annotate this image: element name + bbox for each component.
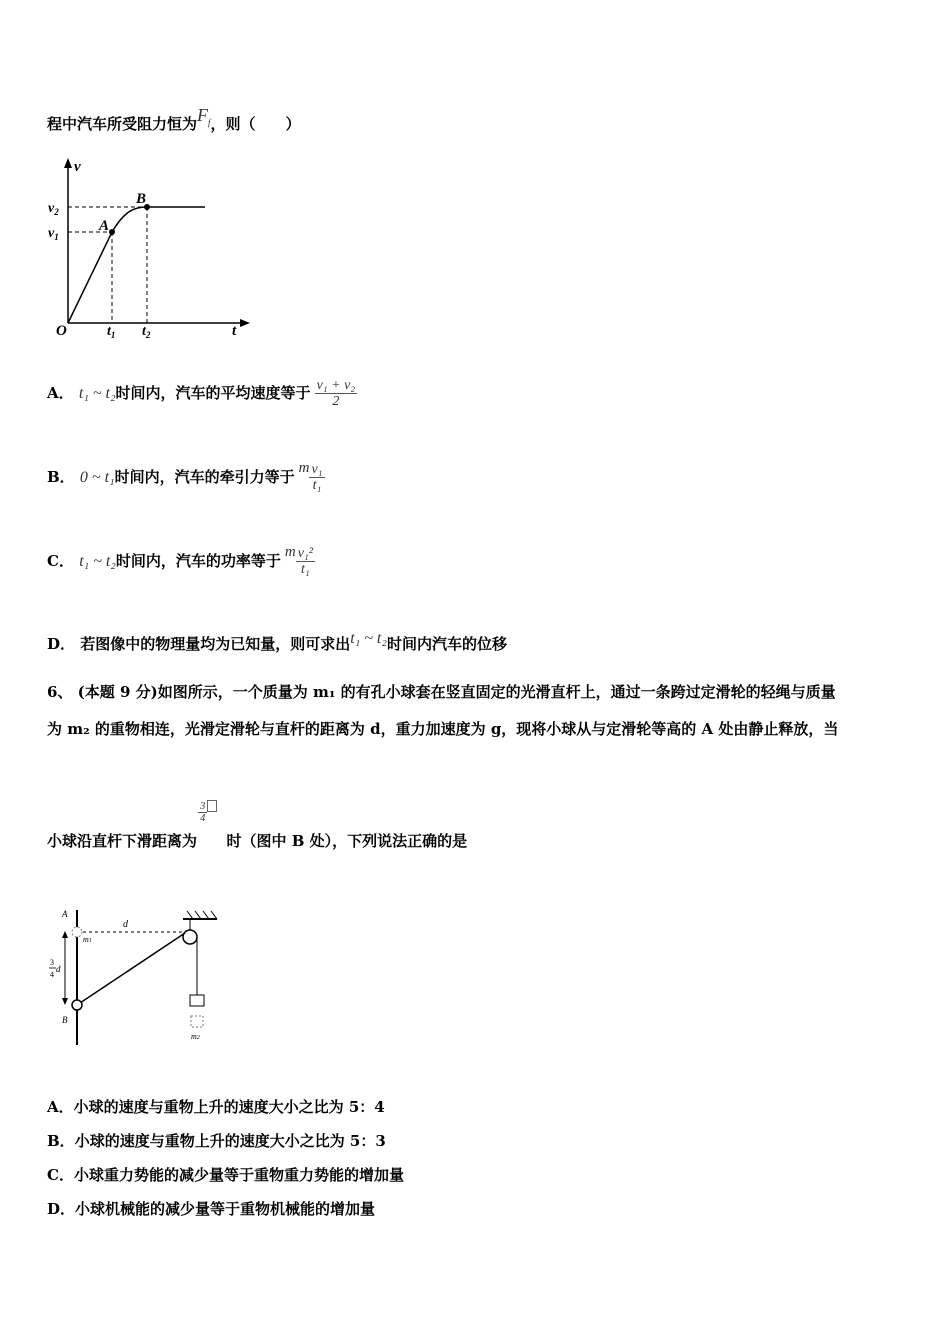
t2-label: $t_2$ <box>142 324 151 340</box>
dist-num: 3 <box>50 958 54 967</box>
option-c-range: t₁ ~ t₂ <box>79 552 116 570</box>
q6-option-c: C．小球重力势能的减少量等于重物重力势能的增加量 <box>47 1166 404 1184</box>
option-a-range: t₁ ~ t₂ <box>78 384 116 402</box>
origin-label: O <box>56 323 67 339</box>
q5-option-a: A． t₁ ~ t₂时间内，汽车的平均速度等于 $\frac{\text{v₁ + v₂}}{2}$ <box>47 378 356 410</box>
weight-m2 <box>190 995 204 1006</box>
intro-line <box>47 105 301 136</box>
x-axis-label: t <box>232 323 237 339</box>
label-m1: m1 <box>83 935 92 944</box>
q6-line-3: 小球沿直杆下滑距离为 $\frac{3}{4}$ 时（图中 B 处），下列说法正确的是 <box>47 800 468 850</box>
vt-graph <box>40 155 260 345</box>
q6-line-1: 6、 (本题 9 分)如图所示，一个质量为 m₁ 的有孔小球套在竖直固定的光滑直杆上，通过一条跨过定滑轮的轻绳与质量 <box>47 683 836 701</box>
option-c-fraction: $\frac{\text{v₁²}}{\text{t₁}}$ <box>297 546 313 578</box>
pulley <box>183 930 197 944</box>
y-axis-label: v <box>74 159 81 175</box>
v1-label: $v_1$ <box>48 226 59 242</box>
point-b-label: B <box>136 191 147 207</box>
ball-at-b <box>72 1000 82 1010</box>
label-a: A <box>62 909 68 919</box>
point-a-label: A <box>99 218 110 234</box>
pulley-figure <box>45 905 235 1050</box>
dist-var: d <box>56 964 61 974</box>
q6-fraction: $\frac{3}{4}$ <box>200 800 206 824</box>
option-d-range: t₁ ~ t₂ <box>350 630 387 647</box>
v2-label: $v_2$ <box>48 201 59 217</box>
weight-m2-initial <box>191 1016 203 1027</box>
ball-at-a <box>72 927 82 937</box>
q5-option-b: B． 0 ~ t₁时间内，汽车的牵引力等于 m $\frac{\text{v₁}}{\text{t₁}}$ <box>47 459 323 494</box>
t1-label: $t_1$ <box>107 324 116 340</box>
q6-option-d: D．小球机械能的减少量等于重物机械能的增加量 <box>47 1200 376 1218</box>
dist-den: 4 <box>50 970 54 979</box>
label-b: B <box>62 1015 68 1025</box>
q5-option-c: C． t₁ ~ t₂时间内，汽车的功率等于 m $\frac{\text{v₁²}}{\text{t₁}}$ <box>47 543 313 578</box>
label-d: d <box>123 919 128 930</box>
q6-line-2: 为 m₂ 的重物相连，光滑定滑轮与直杆的距离为 d，重力加速度为 g，现将小球从与定滑轮等高的 A 处由静止释放，当 <box>47 720 839 738</box>
q6-option-b: B．小球的速度与重物上升的速度大小之比为 5：3 <box>47 1132 386 1150</box>
option-b-range: 0 ~ t₁ <box>79 468 115 486</box>
intro-text-after: ，则（ ） <box>210 115 301 133</box>
force-symbol: $F_f$ <box>197 105 211 128</box>
label-m2: m2 <box>191 1032 200 1041</box>
q6-option-a: A．小球的速度与重物上升的速度大小之比为 5：4 <box>47 1098 385 1116</box>
point-a-dot <box>109 229 115 235</box>
missing-glyph-box <box>207 800 217 812</box>
option-a-fraction: $\frac{\text{v₁ + v₂}}{2}$ <box>316 378 356 410</box>
intro-text-before: 程中汽车所受阻力恒为 <box>47 115 198 133</box>
q5-option-d: D． 若图像中的物理量均为已知量，则可求出t₁ ~ t₂时间内汽车的位移 <box>47 630 507 653</box>
option-b-fraction: $\frac{\text{v₁}}{\text{t₁}}$ <box>311 462 323 494</box>
